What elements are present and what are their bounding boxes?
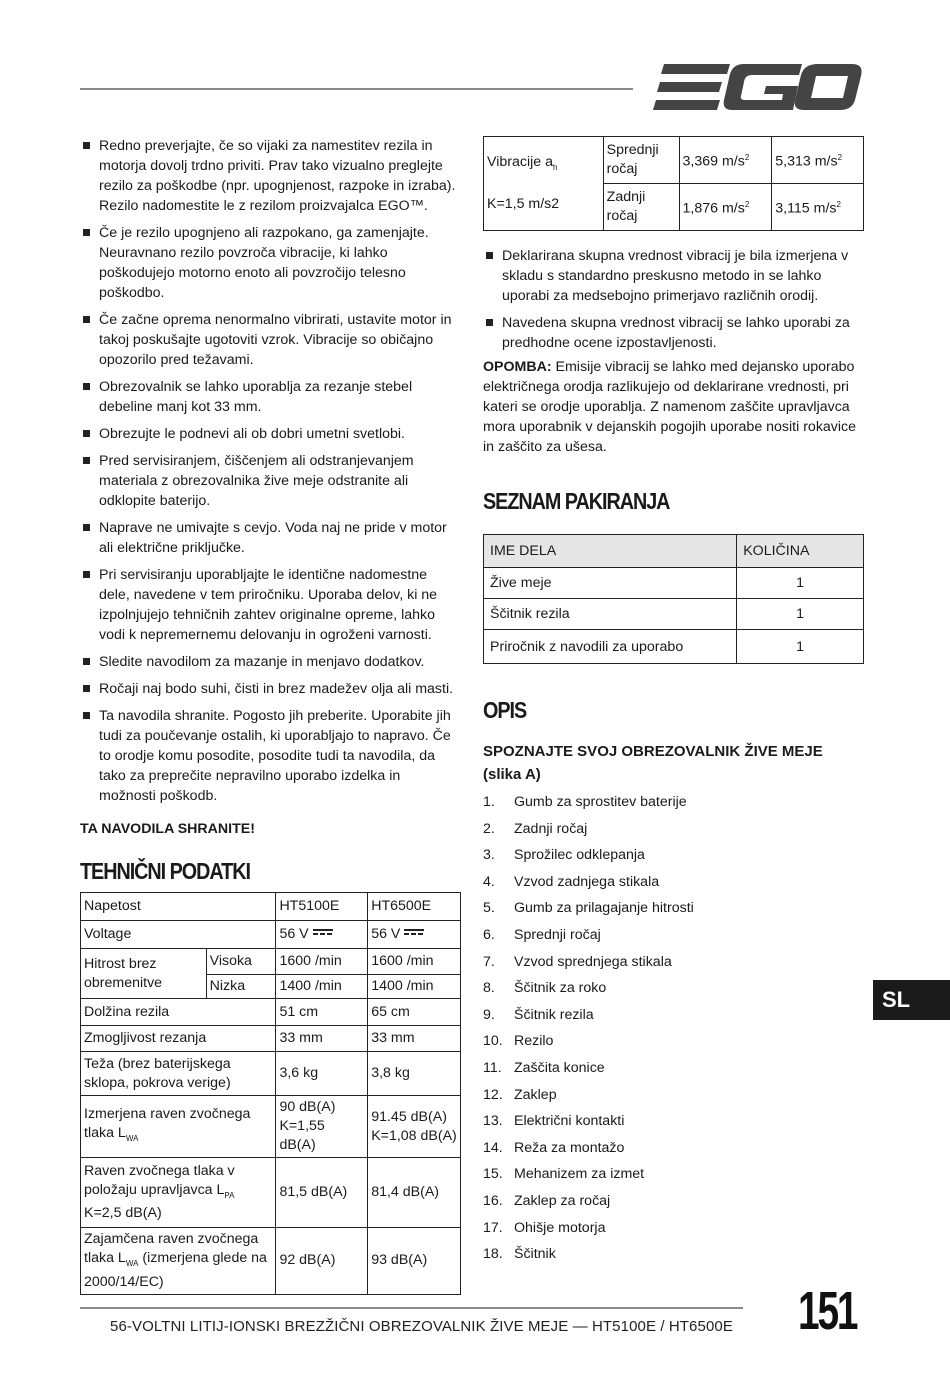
list-item xyxy=(483,1244,863,1271)
language-tab: SL xyxy=(873,980,950,1020)
item-label: Gumb za prilagajanje hitrosti xyxy=(514,900,694,917)
vibration-value xyxy=(772,137,864,184)
item-number: 9. xyxy=(483,1006,495,1023)
item-number: 2. xyxy=(483,820,495,837)
tech-heading: TEHNIČNI PODATKI xyxy=(80,858,250,884)
item-label: Električni kontakti xyxy=(514,1113,625,1130)
table-row xyxy=(484,630,864,664)
voltage-value: 56 V xyxy=(371,926,401,942)
item-number: 5. xyxy=(483,900,495,917)
item-label: Sprednji ročaj xyxy=(514,926,601,943)
spec-label: Zmogljivost rezanja xyxy=(81,1026,276,1052)
label-text: Vibracije a xyxy=(487,153,553,170)
label-text: Raven zvočnega tlaka v položaju upravljavca L xyxy=(84,1162,235,1198)
spec-cell: 81,4 dB(A) xyxy=(368,1158,461,1228)
spec-cell: 93 dB(A) xyxy=(368,1228,461,1295)
list-item xyxy=(483,1058,863,1085)
item-label: Zaklep xyxy=(514,1086,557,1103)
item-number: 4. xyxy=(483,873,495,890)
item-label: Vzvod zadnjega stikala xyxy=(514,873,660,890)
item-label: Gumb za sprostitev baterije xyxy=(514,794,687,810)
value-superscript: 2 xyxy=(744,153,750,163)
spec-cell xyxy=(368,921,461,949)
spec-cell: 1400 /min xyxy=(276,975,368,999)
value-text: 1,876 m/s xyxy=(682,200,745,217)
list-item xyxy=(483,1005,863,1032)
list-item xyxy=(483,872,863,899)
list-item xyxy=(483,1218,863,1245)
table-row xyxy=(484,599,864,630)
item-label: Ščitnik xyxy=(514,1246,556,1263)
ego-logo xyxy=(652,62,862,114)
page-number: 151 xyxy=(798,1281,857,1341)
column-header: KOLIČINA xyxy=(737,535,864,568)
list-item: Obrezujte le podnevi ali ob dobri umetni svetlobi. xyxy=(80,424,460,444)
item-label: Sprožilec odklepanja xyxy=(514,847,645,864)
vibration-value xyxy=(679,184,772,231)
list-item: Obrezovalnik se lahko uporablja za rezanje stebel debeline manj kot 33 mm. xyxy=(80,377,460,417)
label-subscript: h xyxy=(552,162,558,172)
spec-cell: 33 mm xyxy=(368,1026,461,1052)
spec-cell: 65 cm xyxy=(368,999,461,1026)
opis-subheading: SPOZNAJTE SVOJ OBREZOVALNIK ŽIVE MEJE (slika A) xyxy=(483,743,823,783)
left-column xyxy=(80,136,460,884)
spec-cell: 1400 /min xyxy=(368,975,461,999)
spec-label xyxy=(81,1228,276,1295)
item-number: 3. xyxy=(483,847,495,864)
list-item: Naprave ne umivajte s cevjo. Voda naj ne pride v motor ali električne priključke. xyxy=(80,518,460,558)
part-name: Žive meje xyxy=(484,568,737,599)
value-superscript: 2 xyxy=(837,153,843,163)
list-item xyxy=(483,845,863,872)
parts-list xyxy=(483,792,863,1271)
label-text: (izmerjena glede na 2000/14/EC) xyxy=(84,1250,267,1290)
item-number: 7. xyxy=(483,953,495,970)
item-number: 12. xyxy=(483,1086,503,1103)
list-item xyxy=(483,978,863,1005)
spec-sublabel: Visoka xyxy=(206,949,276,975)
list-item: Navedena skupna vrednost vibracij se lahko uporabi za predhodne ocene izpostavljenosti. xyxy=(483,313,868,353)
footer-rule xyxy=(80,1307,743,1309)
item-number: 13. xyxy=(483,1113,503,1130)
value-text: 3,115 m/s xyxy=(775,200,837,217)
item-number: 14. xyxy=(483,1139,503,1156)
list-item xyxy=(483,792,863,819)
spec-cell: 92 dB(A) xyxy=(276,1228,368,1295)
list-item: Ta navodila shranite. Pogosto jih preberite. Uporabite jih tudi za poučevanje ostalih, ki uporabljajo to napravo. Če to orodje komu posodite, posodite tudi ta navodila, da tako za preprečite nepravilno uporabo izdelka in možnosti poškodb. xyxy=(80,706,460,806)
item-number: 10. xyxy=(483,1033,503,1050)
item-number: 6. xyxy=(483,926,495,943)
list-item xyxy=(483,1085,863,1112)
spec-label xyxy=(81,1158,276,1228)
value-line: K=1,55 dB(A) xyxy=(279,1118,325,1153)
label-subscript: WA xyxy=(125,1133,139,1143)
list-item: Sledite navodilom za mazanje in menjavo dodatkov. xyxy=(80,652,460,672)
item-label: Ščitnik za roko xyxy=(514,980,607,997)
part-quantity: 1 xyxy=(737,568,864,599)
part-quantity: 1 xyxy=(737,599,864,630)
safety-bullet-list xyxy=(80,136,460,806)
list-item xyxy=(483,1191,863,1218)
label-text: K=2,5 dB(A) xyxy=(84,1205,162,1222)
item-number: 8. xyxy=(483,980,495,997)
list-item xyxy=(483,1138,863,1165)
value-superscript: 2 xyxy=(744,200,750,210)
dc-symbol-icon xyxy=(404,929,424,935)
spec-label: Napetost xyxy=(81,893,276,921)
item-label: Ohišje motorja xyxy=(514,1219,606,1236)
spec-cell: 3,6 kg xyxy=(276,1052,368,1096)
value-superscript: 2 xyxy=(836,200,841,210)
list-item xyxy=(483,1111,863,1138)
spec-label: Dolžina rezila xyxy=(81,999,276,1026)
vibration-value xyxy=(772,184,864,231)
vibration-value xyxy=(679,137,772,184)
spec-table xyxy=(80,892,461,1295)
list-item: Pred servisiranjem, čiščenjem ali odstranjevanjem materiala z obrezovalnika žive meje odstranite ali odklopite baterijo. xyxy=(80,451,460,511)
item-label: Reža za montažo xyxy=(514,1139,625,1156)
note-label: OPOMBA: xyxy=(483,359,552,375)
handle-label: Zadnji ročaj xyxy=(603,184,679,231)
value-text: 3,369 m/s xyxy=(682,153,745,170)
list-item xyxy=(483,1164,863,1191)
spec-label xyxy=(81,1096,276,1158)
spec-label: Hitrost brez obremenitve xyxy=(81,949,207,999)
list-item xyxy=(483,952,863,979)
item-label: Zaščita konice xyxy=(514,1059,605,1076)
list-item: Če je rezilo upognjeno ali razpokano, ga zamenjajte. Neuravnano rezilo povzroča vibracije, ki lahko poškodujejo motorno enoto ali povzročijo telesno poškodbo. xyxy=(80,223,460,303)
voltage-value: 56 V xyxy=(279,926,309,942)
save-notice: TA NAVODILA SHRANITE! xyxy=(80,821,255,837)
value-text: 5,313 m/s xyxy=(775,153,838,170)
item-number: 16. xyxy=(483,1192,503,1209)
list-item: Pri servisiranju uporabljajte le identične nadomestne dele, navedene v tem priročniku. Uporaba delov, ki ne izpolnjujejo tehničnih zahtev originalne opreme, lahko vodi k nepremernemu delovanju in ogroženi varnosti. xyxy=(80,565,460,645)
item-label: Vzvod sprednjega stikala xyxy=(514,953,672,970)
note-paragraph xyxy=(483,357,868,457)
spec-cell xyxy=(276,1096,368,1158)
label-text: Zajamčena raven zvočnega tlaka L xyxy=(84,1231,259,1266)
spec-cell: 51 cm xyxy=(276,999,368,1026)
item-label: Rezilo xyxy=(514,1033,554,1050)
spec-cell: 33 mm xyxy=(276,1026,368,1052)
opis-heading: OPIS xyxy=(483,697,527,723)
label-text: K=1,5 m/s2 xyxy=(487,196,560,213)
spec-label: Teža (brez baterijskega sklopa, pokrova verige) xyxy=(81,1052,276,1096)
spec-sublabel: Nizka xyxy=(206,975,276,999)
note-text: Emisije vibracij se lahko med dejansko uporabo električnega orodja razlikujejo od deklarirane vrednosti, pri kateri se orodje uporablja. Z namenom zaščite upravljavca mora uporabnik v dejanskih pogojih uporabe nositi rokavice in zaščito za ušesa. xyxy=(483,359,857,455)
vibration-bullet-list xyxy=(483,246,868,353)
item-number: 11. xyxy=(483,1059,502,1076)
item-number: 18. xyxy=(483,1246,503,1263)
item-number: 1. xyxy=(483,794,495,810)
part-quantity: 1 xyxy=(737,630,864,664)
packing-table xyxy=(483,534,864,664)
right-column xyxy=(483,246,868,514)
header-rule xyxy=(80,88,633,90)
vibration-table xyxy=(483,136,864,231)
part-name: Ščitnik rezila xyxy=(484,599,737,630)
list-item xyxy=(483,819,863,846)
list-item xyxy=(483,898,863,925)
list-item: Ročaji naj bodo suhi, čisti in brez madežev olja ali masti. xyxy=(80,679,460,699)
spec-header: HT5100E xyxy=(276,893,368,921)
spec-cell: 81,5 dB(A) xyxy=(276,1158,368,1228)
list-item: Deklarirana skupna vrednost vibracij je bila izmerjena v skladu s standardno preskusno metodo in se lahko uporabi za medsebojno primerjavo različnih orodij. xyxy=(483,246,868,306)
list-item xyxy=(483,1031,863,1058)
label-text: Izmerjena raven zvočnega tlaka L xyxy=(84,1106,251,1142)
spec-header: HT6500E xyxy=(368,893,461,921)
item-label: Zadnji ročaj xyxy=(514,820,588,837)
list-item: Redno preverjajte, če so vijaki za namestitev rezila in motorja dovolj trdno priviti. Prav tako vizualno preglejte rezilo za poškodbe (npr. upognjenost, razpoke in izraba). Rezilo nadomestite le z rezilom proizvajalca EGO™. xyxy=(80,136,460,216)
vibration-label xyxy=(484,137,604,231)
spec-cell: 1600 /min xyxy=(368,949,461,975)
item-number: 15. xyxy=(483,1166,503,1183)
list-item xyxy=(483,925,863,952)
dc-symbol-icon xyxy=(313,929,333,935)
handle-label: Sprednji ročaj xyxy=(603,137,679,184)
spec-cell: 1600 /min xyxy=(276,949,368,975)
value-line: K=1,08 dB(A) xyxy=(371,1127,457,1144)
label-subscript: PA xyxy=(224,1190,235,1200)
value-line: 91.45 dB(A) xyxy=(371,1108,447,1125)
spec-cell xyxy=(368,1096,461,1158)
table-row xyxy=(484,568,864,599)
value-line: 90 dB(A) xyxy=(279,1099,336,1115)
pack-heading: SEZNAM PAKIRANJA xyxy=(483,488,670,514)
item-label: Zaklep za ročaj xyxy=(514,1192,611,1209)
footer-text: 56-VOLTNI LITIJ-IONSKI BREZŽIČNI OBREZOVALNIK ŽIVE MEJE — HT5100E / HT6500E xyxy=(110,1318,733,1335)
spec-label: Voltage xyxy=(81,921,276,949)
spec-cell: 3,8 kg xyxy=(368,1052,461,1096)
item-number: 17. xyxy=(483,1219,503,1236)
list-item: Če začne oprema nenormalno vibrirati, ustavite motor in takoj poskušajte ugotoviti vzrok. Vibracije so običajno opozorilo pred težavami. xyxy=(80,310,460,370)
item-label: Mehanizem za izmet xyxy=(514,1166,645,1183)
label-subscript: WA xyxy=(125,1258,139,1268)
part-name: Priročnik z navodili za uporabo xyxy=(484,630,737,664)
spec-cell xyxy=(276,921,368,949)
item-label: Ščitnik rezila xyxy=(514,1006,594,1023)
column-header: IME DELA xyxy=(484,535,737,568)
